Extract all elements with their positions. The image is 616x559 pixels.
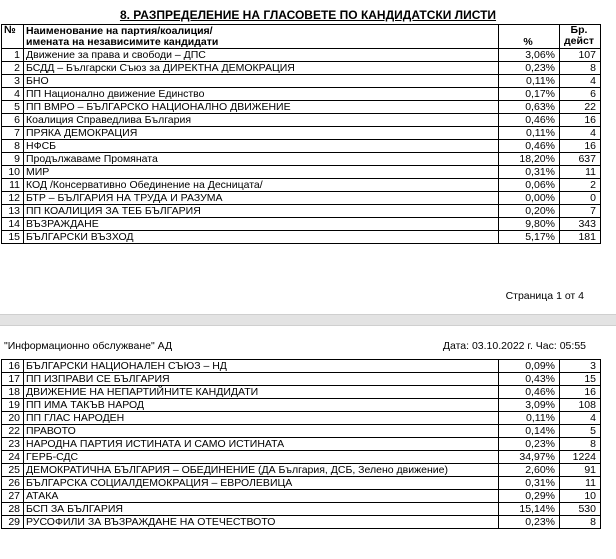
row-number: 25: [2, 464, 24, 477]
report-page-2: [0, 326, 616, 559]
vote-count: 8: [560, 438, 601, 451]
party-name: ДВИЖЕНИЕ НА НЕПАРТИЙНИТЕ КАНДИДАТИ: [24, 386, 499, 399]
table-row: [2, 386, 601, 399]
results-table-page-1: [1, 24, 601, 244]
party-name: ПП ИЗПРАВИ СЕ БЪЛГАРИЯ: [24, 373, 499, 386]
row-number: 26: [2, 477, 24, 490]
table-row: [2, 140, 601, 153]
vote-count: 16: [560, 386, 601, 399]
party-name: ПРЯКА ДЕМОКРАЦИЯ: [24, 127, 499, 140]
party-name: НАРОДНА ПАРТИЯ ИСТИНАТА И САМО ИСТИНАТА: [24, 438, 499, 451]
row-number: 20: [2, 412, 24, 425]
party-name: ПП ГЛАС НАРОДЕН: [24, 412, 499, 425]
table-row: [2, 231, 601, 244]
row-number: 2: [2, 62, 24, 75]
row-number: 12: [2, 192, 24, 205]
vote-count: 5: [560, 425, 601, 438]
table-header-row: [2, 25, 601, 49]
page-number-footer: Страница 1 от 4: [505, 290, 584, 302]
row-number: 10: [2, 166, 24, 179]
vote-percent: 0,46%: [499, 140, 560, 153]
row-number: 17: [2, 373, 24, 386]
vote-count: 6: [560, 88, 601, 101]
row-number: 5: [2, 101, 24, 114]
table-row: [2, 360, 601, 373]
party-name: НФСБ: [24, 140, 499, 153]
header-count: [560, 25, 601, 49]
vote-percent: 0,31%: [499, 166, 560, 179]
table-row: [2, 503, 601, 516]
row-number: 29: [2, 516, 24, 529]
table-row: [2, 425, 601, 438]
vote-percent: 0,29%: [499, 490, 560, 503]
party-name: ПП Национално движение Единство: [24, 88, 499, 101]
vote-percent: 0,11%: [499, 127, 560, 140]
vote-percent: 0,23%: [499, 516, 560, 529]
row-number: 11: [2, 179, 24, 192]
vote-count: 4: [560, 127, 601, 140]
vote-count: 637: [560, 153, 601, 166]
row-number: 7: [2, 127, 24, 140]
vote-percent: 0,17%: [499, 88, 560, 101]
vote-percent: 0,23%: [499, 438, 560, 451]
vote-percent: 34,97%: [499, 451, 560, 464]
table-row: [2, 477, 601, 490]
vote-percent: 0,00%: [499, 192, 560, 205]
party-name: ПП КОАЛИЦИЯ ЗА ТЕБ БЪЛГАРИЯ: [24, 205, 499, 218]
party-name: КОД /Консервативно Обединение на Десницата/: [24, 179, 499, 192]
vote-percent: 9,80%: [499, 218, 560, 231]
header-name-line1: Наименование на партия/коалиция/: [26, 25, 213, 37]
vote-percent: 0,43%: [499, 373, 560, 386]
table-row: [2, 75, 601, 88]
row-number: 23: [2, 438, 24, 451]
vote-percent: 0,11%: [499, 412, 560, 425]
table-row: [2, 49, 601, 62]
row-number: 6: [2, 114, 24, 127]
party-name: ГЕРБ-СДС: [24, 451, 499, 464]
header-percent: %: [499, 25, 560, 49]
vote-count: 343: [560, 218, 601, 231]
vote-count: 3: [560, 360, 601, 373]
row-number: 18: [2, 386, 24, 399]
row-number: 13: [2, 205, 24, 218]
vote-percent: 0,23%: [499, 62, 560, 75]
vote-percent: 3,09%: [499, 399, 560, 412]
party-name: БЪЛГАРСКИ ВЪЗХОД: [24, 231, 499, 244]
table-row: [2, 192, 601, 205]
row-number: 28: [2, 503, 24, 516]
party-name: ВЪЗРАЖДАНЕ: [24, 218, 499, 231]
vote-count: 108: [560, 399, 601, 412]
table-row: [2, 438, 601, 451]
table-row: [2, 166, 601, 179]
vote-count: 10: [560, 490, 601, 503]
vote-count: 4: [560, 412, 601, 425]
table-row: [2, 490, 601, 503]
row-number: 14: [2, 218, 24, 231]
row-number: 19: [2, 399, 24, 412]
party-name: ПП ВМРО – БЪЛГАРСКО НАЦИОНАЛНО ДВИЖЕНИЕ: [24, 101, 499, 114]
vote-count: 91: [560, 464, 601, 477]
vote-percent: 5,17%: [499, 231, 560, 244]
header-number: №: [2, 25, 24, 49]
vote-percent: 0,31%: [499, 477, 560, 490]
party-name: БЪЛГАРСКИ НАЦИОНАЛЕН СЪЮЗ – НД: [24, 360, 499, 373]
vote-count: 16: [560, 114, 601, 127]
table-row: [2, 218, 601, 231]
header-count-line1: Бр.: [570, 24, 588, 36]
vote-count: 11: [560, 477, 601, 490]
row-number: 22: [2, 425, 24, 438]
vote-count: 4: [560, 75, 601, 88]
vote-percent: 2,60%: [499, 464, 560, 477]
vote-percent: 0,09%: [499, 360, 560, 373]
party-name: Продължаваме Промяната: [24, 153, 499, 166]
header-name: [24, 25, 499, 49]
vote-percent: 0,20%: [499, 205, 560, 218]
row-number: 24: [2, 451, 24, 464]
table-row: [2, 153, 601, 166]
vote-percent: 3,06%: [499, 49, 560, 62]
vote-count: 530: [560, 503, 601, 516]
vote-percent: 0,63%: [499, 101, 560, 114]
table-row: [2, 62, 601, 75]
table-row: [2, 516, 601, 529]
vote-count: 8: [560, 62, 601, 75]
row-number: 27: [2, 490, 24, 503]
vote-percent: 0,14%: [499, 425, 560, 438]
table-row: [2, 373, 601, 386]
vote-percent: 15,14%: [499, 503, 560, 516]
vote-percent: 0,11%: [499, 75, 560, 88]
vote-percent: 0,46%: [499, 114, 560, 127]
vote-count: 16: [560, 140, 601, 153]
vote-count: 2: [560, 179, 601, 192]
company-header: "Информационно обслужване" АД: [4, 340, 173, 352]
vote-count: 181: [560, 231, 601, 244]
date-time-header: Дата: 03.10.2022 г. Час: 05:55: [442, 340, 586, 352]
party-name: Движение за права и свободи – ДПС: [24, 49, 499, 62]
vote-percent: 0,06%: [499, 179, 560, 192]
party-name: АТАКА: [24, 490, 499, 503]
results-table-page-2: [1, 359, 601, 529]
table-row: [2, 451, 601, 464]
party-name: ДЕМОКРАТИЧНА БЪЛГАРИЯ – ОБЕДИНЕНИЕ (ДА България, ДСБ, Зелено движение): [24, 464, 499, 477]
row-number: 16: [2, 360, 24, 373]
vote-percent: 0,46%: [499, 386, 560, 399]
party-name: ПРАВОТО: [24, 425, 499, 438]
party-name: БТР – БЪЛГАРИЯ НА ТРУДА И РАЗУМА: [24, 192, 499, 205]
row-number: 8: [2, 140, 24, 153]
table-row: [2, 127, 601, 140]
table-row: [2, 464, 601, 477]
vote-count: 7: [560, 205, 601, 218]
party-name: БСП ЗА БЪЛГАРИЯ: [24, 503, 499, 516]
party-name: БСДД – Български Съюз за ДИРЕКТНА ДЕМОКРАЦИЯ: [24, 62, 499, 75]
header-count-line2: дейст: [564, 35, 594, 47]
report-title: 8. РАЗПРЕДЕЛЕНИЕ НА ГЛАСОВЕТЕ ПО КАНДИДАТСКИ ЛИСТИ: [119, 8, 497, 22]
row-number: 9: [2, 153, 24, 166]
row-number: 3: [2, 75, 24, 88]
party-name: БЪЛГАРСКА СОЦИАЛДЕМОКРАЦИЯ – ЕВРОЛЕВИЦА: [24, 477, 499, 490]
vote-count: 107: [560, 49, 601, 62]
row-number: 15: [2, 231, 24, 244]
vote-count: 22: [560, 101, 601, 114]
table-row: [2, 179, 601, 192]
party-name: Коалиция Справедлива България: [24, 114, 499, 127]
header-name-line2: имената на независимите кандидати: [26, 36, 219, 48]
vote-count: 11: [560, 166, 601, 179]
vote-percent: 18,20%: [499, 153, 560, 166]
table-row: [2, 88, 601, 101]
row-number: 1: [2, 49, 24, 62]
vote-count: 1224: [560, 451, 601, 464]
party-name: РУСОФИЛИ ЗА ВЪЗРАЖДАНЕ НА ОТЕЧЕСТВОТО: [24, 516, 499, 529]
party-name: БНО: [24, 75, 499, 88]
table-row: [2, 114, 601, 127]
table-row: [2, 205, 601, 218]
row-number: 4: [2, 88, 24, 101]
vote-count: 8: [560, 516, 601, 529]
vote-count: 15: [560, 373, 601, 386]
page-separator: [0, 314, 616, 326]
table-row: [2, 412, 601, 425]
vote-count: 0: [560, 192, 601, 205]
table-row: [2, 101, 601, 114]
party-name: МИР: [24, 166, 499, 179]
table-row: [2, 399, 601, 412]
party-name: ПП ИМА ТАКЪВ НАРОД: [24, 399, 499, 412]
